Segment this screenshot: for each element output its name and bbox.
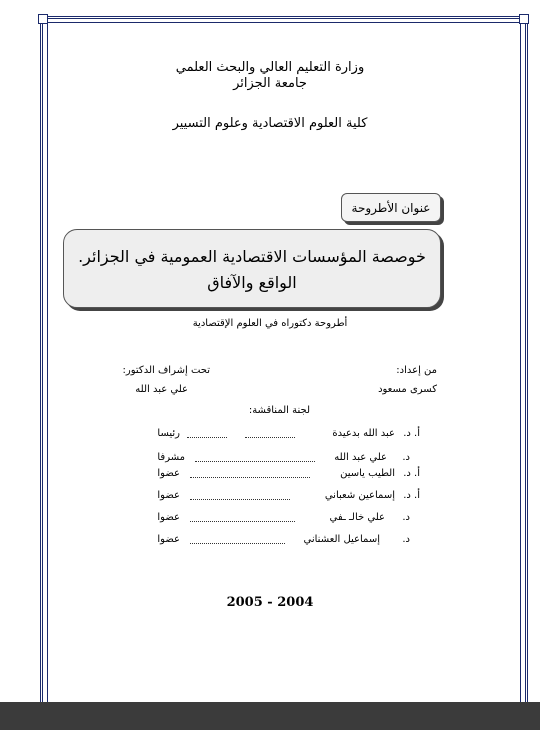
- border-corner-top-right: [519, 14, 529, 24]
- member-title: أ. د.: [403, 468, 420, 479]
- committee-row: [0, 534, 540, 550]
- member-name: علي خالـ ـفي: [329, 512, 385, 523]
- member-role: عضوا: [157, 512, 180, 523]
- prepared-by-label: من إعداد:: [396, 365, 437, 376]
- supervisor-label: تحت إشراف الدكتور:: [122, 365, 210, 376]
- committee-row: [0, 490, 540, 506]
- dotted-leader: [190, 468, 310, 478]
- dotted-leader: [195, 452, 315, 462]
- prepared-by-name: كسرى مسعود: [378, 384, 437, 395]
- dotted-leader: [245, 428, 295, 438]
- thesis-title-line-2: الواقع والآفاق: [207, 273, 297, 292]
- member-title: أ. د.: [403, 428, 420, 439]
- thesis-title-line-1: خوصصة المؤسسات الاقتصادية العمومية في الجزائر.: [78, 247, 426, 266]
- supervisor-name: علي عبد الله: [135, 384, 188, 395]
- dotted-leader: [187, 428, 227, 438]
- member-role: عضوا: [157, 468, 180, 479]
- member-title: د.: [402, 512, 410, 523]
- member-role: مشرفا: [157, 452, 185, 463]
- committee-row: [0, 428, 540, 444]
- degree-description: أطروحة دكتوراه في العلوم الإقتصادية: [192, 318, 348, 329]
- member-role: رئيسا: [157, 428, 180, 439]
- dotted-leader: [190, 534, 285, 544]
- dotted-leader: [190, 490, 290, 500]
- member-title: أ. د.: [403, 490, 420, 501]
- member-name: إسماعيل العشناني: [303, 534, 380, 545]
- committee-row: [0, 468, 540, 484]
- ministry-name: وزارة التعليم العالي والبحث العلمي: [175, 60, 365, 75]
- member-role: عضوا: [157, 534, 180, 545]
- faculty-name: كلية العلوم الاقتصادية وعلوم التسيير: [172, 116, 368, 131]
- committee-row: [0, 512, 540, 528]
- university-name: جامعة الجزائر: [233, 76, 307, 91]
- viewer-bottom-bar: [0, 702, 540, 730]
- committee-row: [0, 452, 540, 468]
- committee-label: لجنة المناقشة:: [248, 405, 310, 416]
- dotted-leader: [190, 512, 295, 522]
- academic-years: 2005 - 2004: [226, 595, 314, 610]
- member-name: عبد الله بدعيدة: [332, 428, 395, 439]
- member-name: علي عبد الله: [334, 452, 387, 463]
- member-title: د.: [402, 452, 410, 463]
- member-name: إسماعين شعباني: [324, 490, 395, 501]
- member-role: عضوا: [157, 490, 180, 501]
- member-name: الطيب ياسين: [340, 468, 395, 479]
- member-title: د.: [402, 534, 410, 545]
- thesis-title-label-text: عنوان الأطروحة: [351, 200, 431, 215]
- border-corner-top-left: [38, 14, 48, 24]
- thesis-title-label: [341, 193, 441, 222]
- thesis-title-box: [63, 229, 441, 308]
